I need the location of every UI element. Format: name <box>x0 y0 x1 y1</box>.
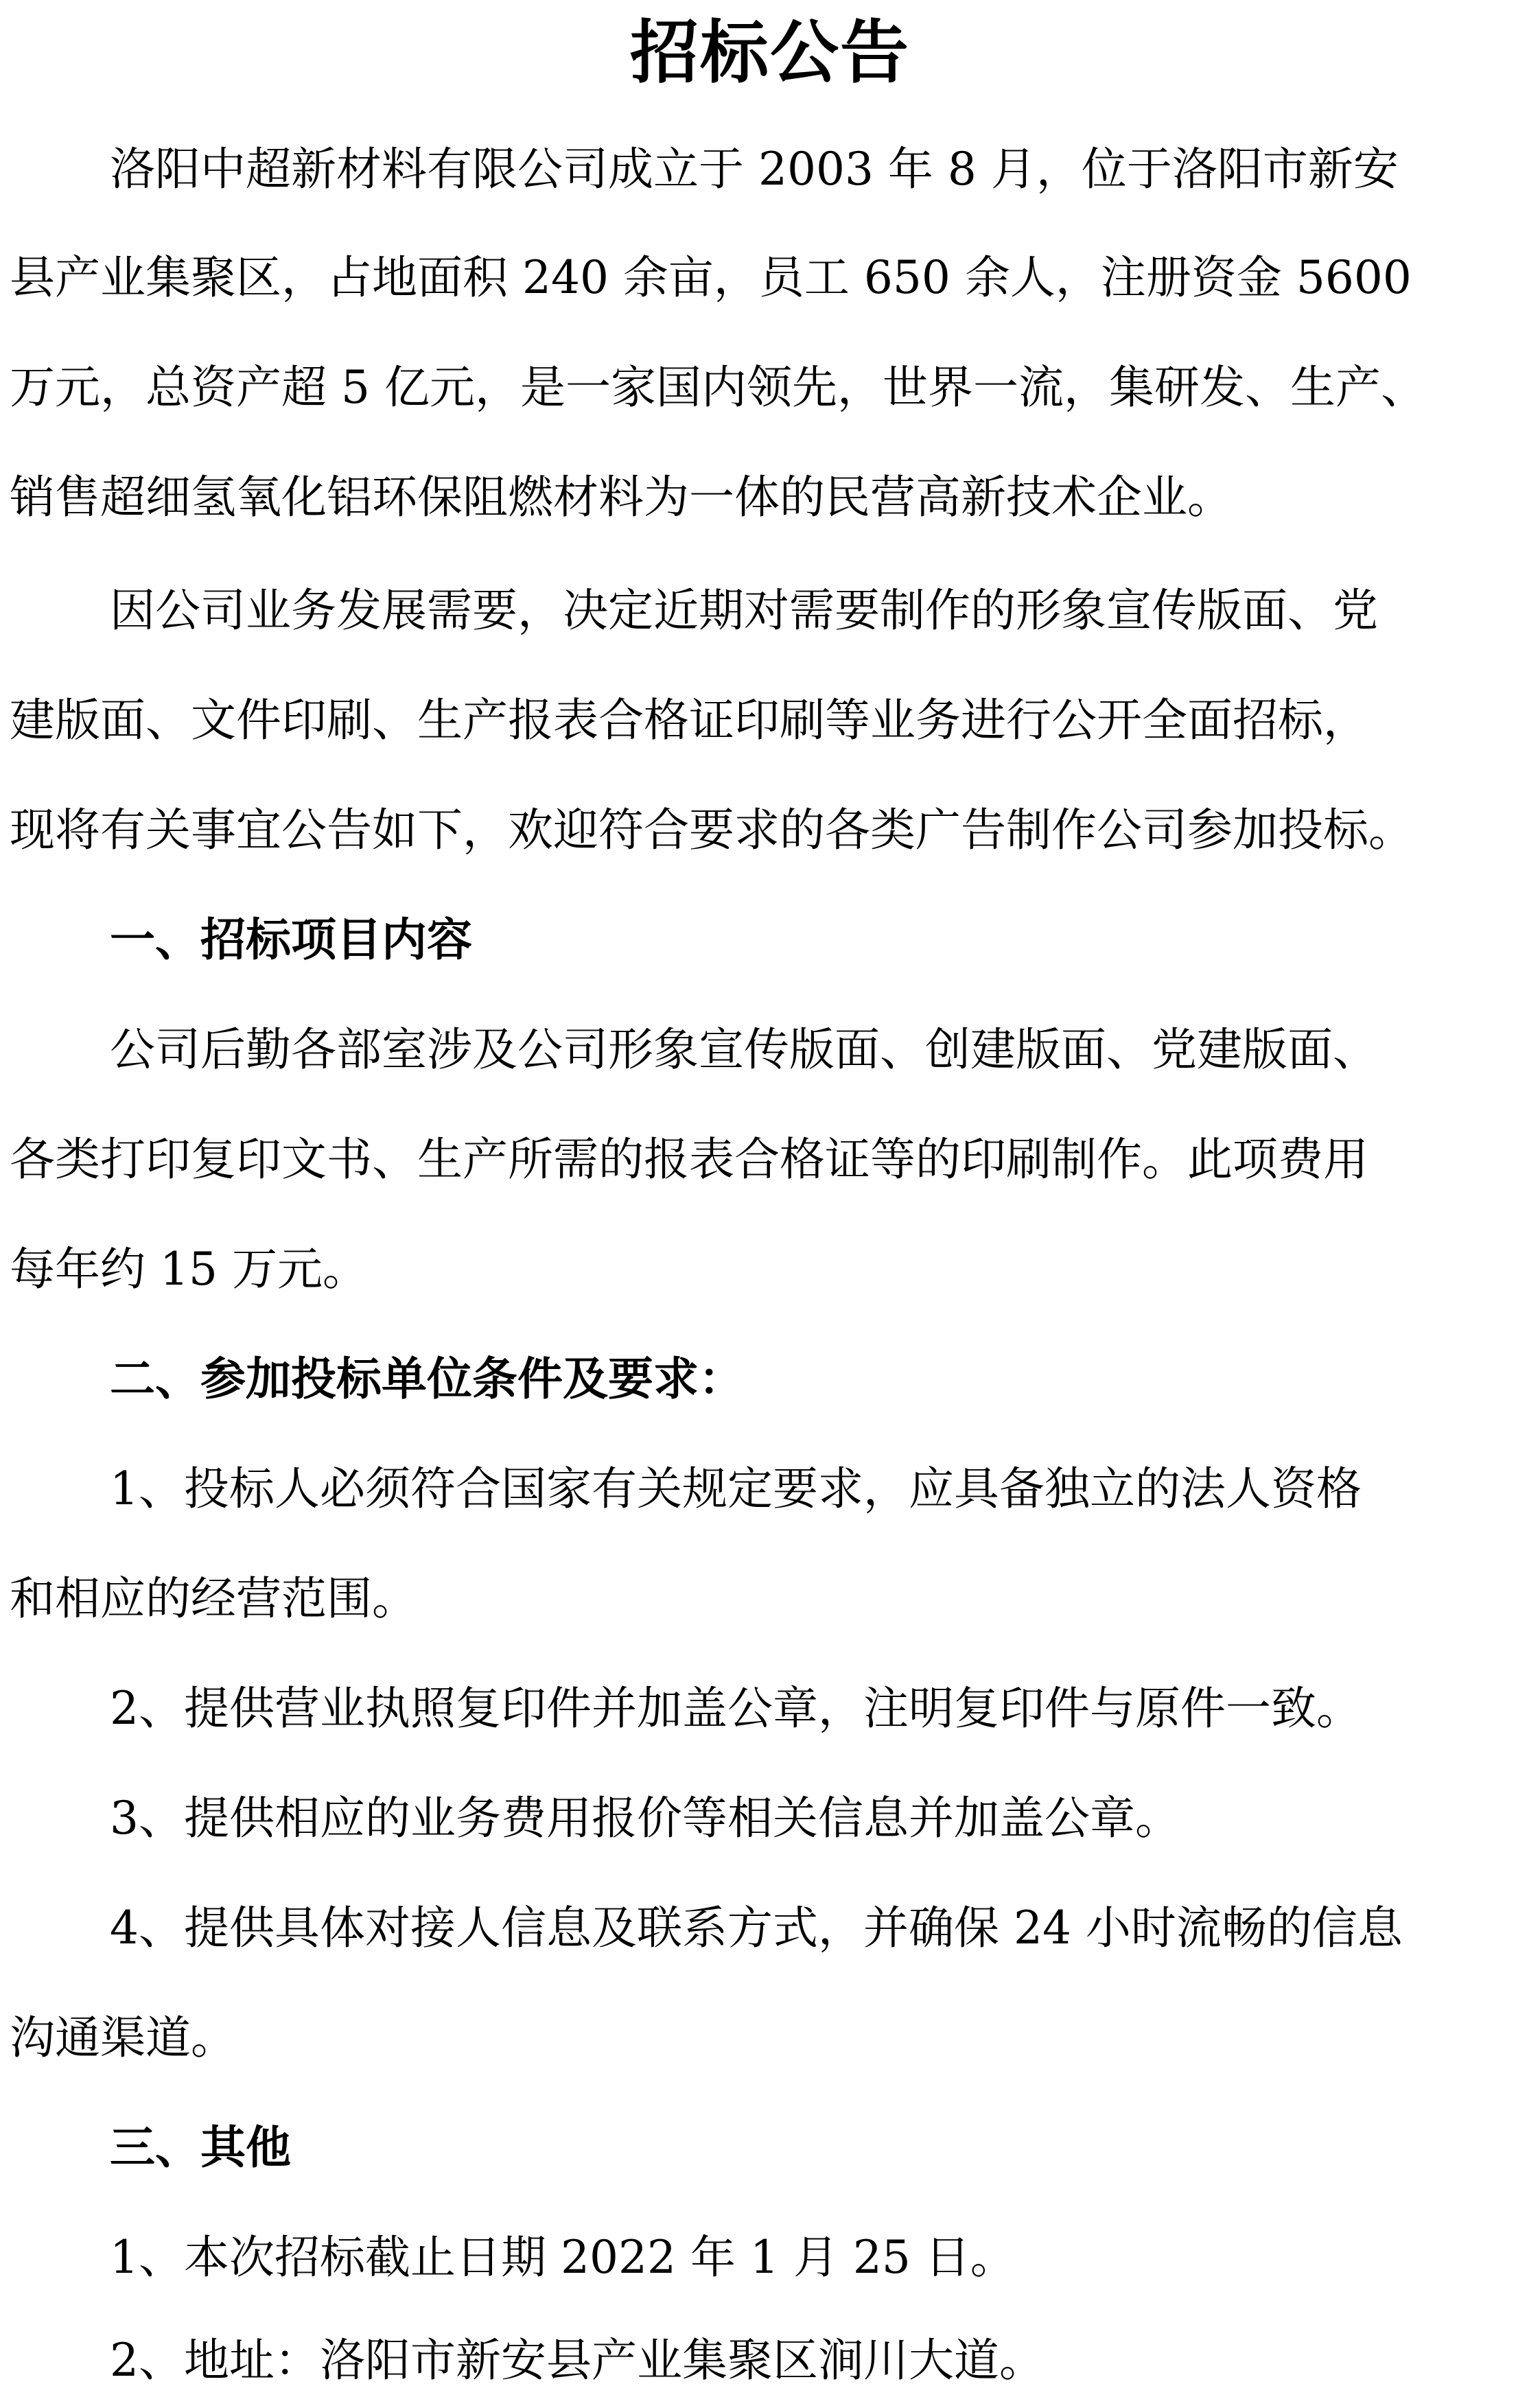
paragraph-line: 现将有关事宜公告如下，欢迎符合要求的各类广告制作公司参加投标。 <box>10 804 1414 856</box>
other-item-1: 1、本次招标截止日期 2022 年 1 月 25 日。 <box>110 2231 1016 2284</box>
section-heading-2: 二、参加投标单位条件及要求： <box>110 1353 744 1405</box>
paragraph-line: 沟通渠道。 <box>10 2011 236 2064</box>
paragraph-line: 每年约 15 万元。 <box>10 1243 368 1296</box>
paragraph-line: 各类打印复印文书、生产所需的报表合格证等的印刷制作。此项费用 <box>10 1133 1368 1186</box>
paragraph-line: 1、投标人必须符合国家有关规定要求，应具备独立的法人资格 <box>110 1462 1362 1515</box>
paragraph-line: 和相应的经营范围。 <box>10 1572 417 1625</box>
paragraph-line: 建版面、文件印刷、生产报表合格证印刷等业务进行公开全面招标， <box>10 694 1368 747</box>
paragraph-line: 县产业集聚区，占地面积 240 余亩，员工 650 余人，注册资金 5600 <box>10 251 1412 304</box>
section-heading-3: 三、其他 <box>110 2121 291 2174</box>
paragraph-line: 公司后勤各部室涉及公司形象宣传版面、创建版面、党建版面、 <box>110 1023 1378 1076</box>
section-heading-1: 一、招标项目内容 <box>110 913 472 966</box>
paragraph-line: 万元，总资产超 5 亿元，是一家国内领先，世界一流，集研发、生产、 <box>10 361 1426 414</box>
requirement-item-2: 2、提供营业执照复印件并加盖公章，注明复印件与原件一致。 <box>110 1682 1362 1735</box>
paragraph-line: 因公司业务发展需要，决定近期对需要制作的形象宣传版面、党 <box>110 584 1378 637</box>
paragraph-line: 销售超细氢氧化铝环保阻燃材料为一体的民营高新技术企业。 <box>10 471 1233 524</box>
paragraph-line: 洛阳中超新材料有限公司成立于 2003 年 8 月，位于洛阳市新安 <box>110 143 1399 196</box>
other-item-2: 2、地址：洛阳市新安县产业集聚区涧川大道。 <box>110 2334 1045 2387</box>
paragraph-line: 4、提供具体对接人信息及联系方式，并确保 24 小时流畅的信息 <box>110 1902 1403 1954</box>
document-title: 招标公告 <box>630 12 910 93</box>
requirement-item-3: 3、提供相应的业务费用报价等相关信息并加盖公章。 <box>110 1792 1180 1845</box>
